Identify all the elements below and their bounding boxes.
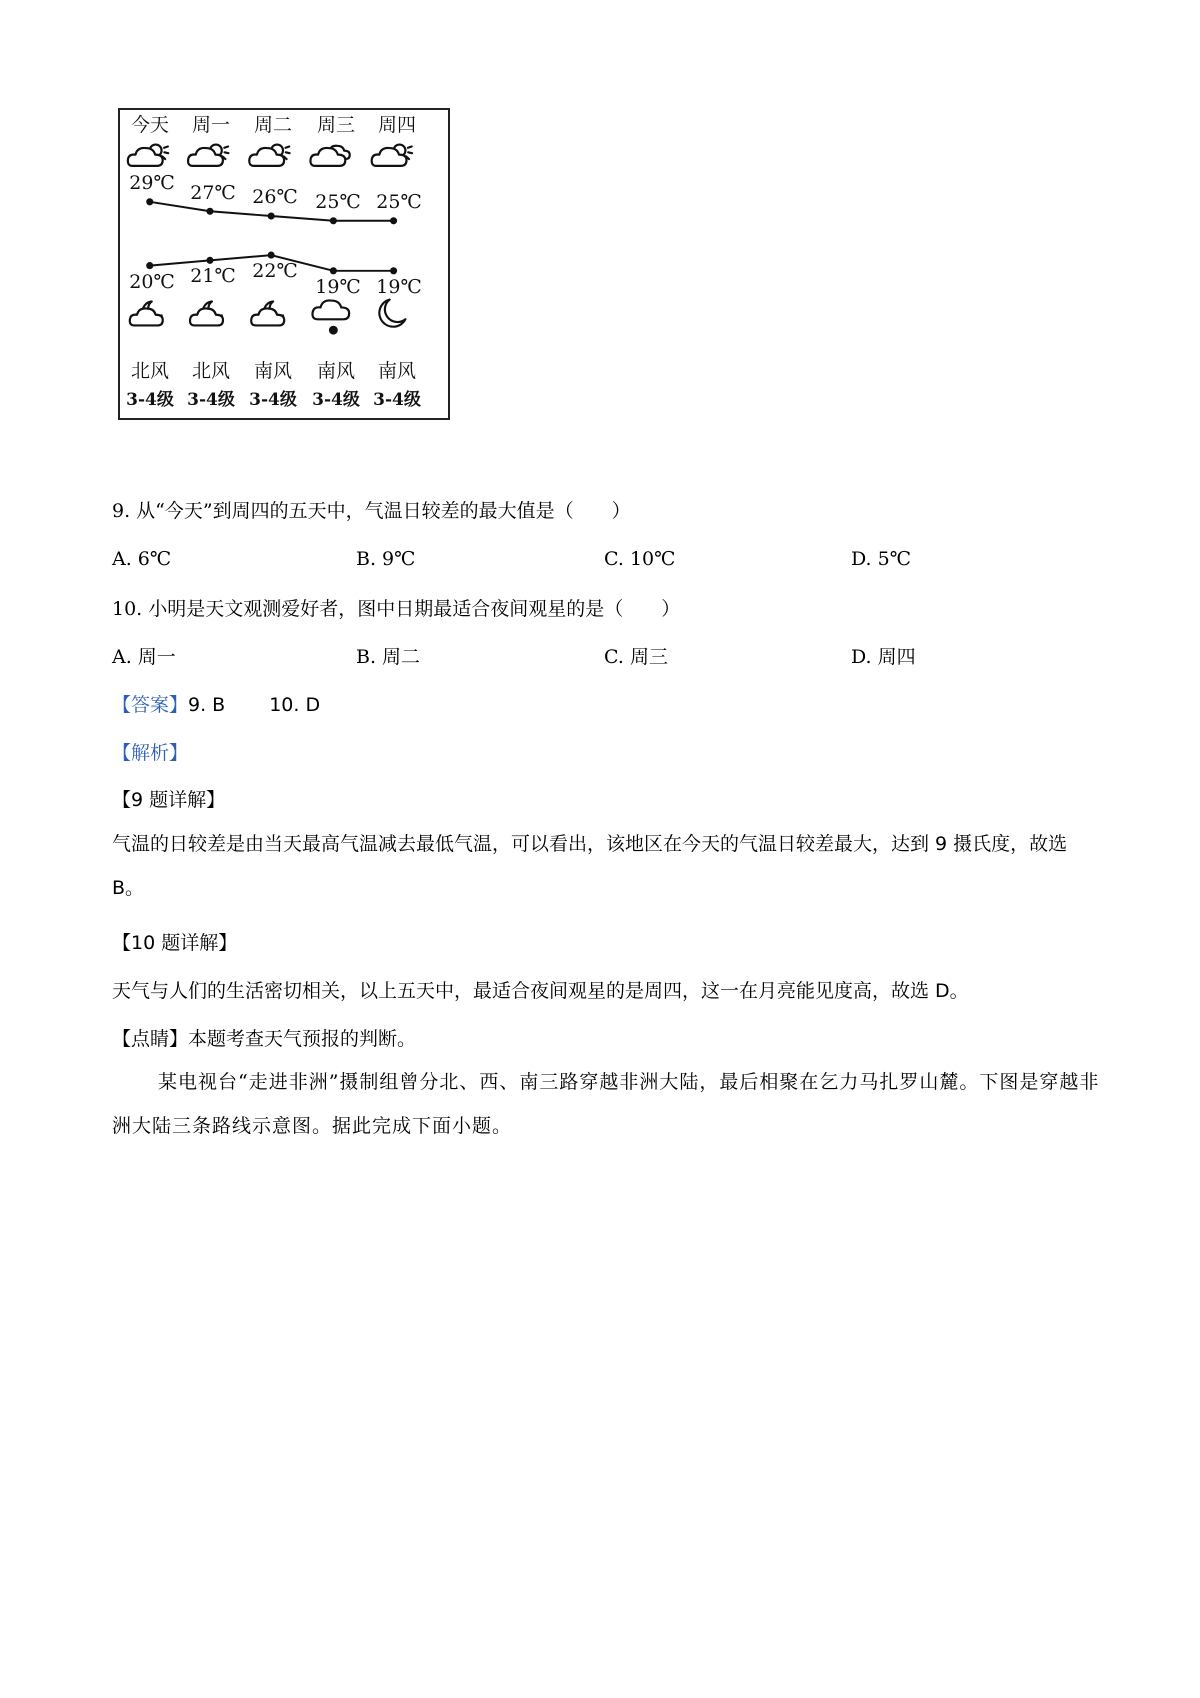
wind-level-label: 3-4级 — [126, 390, 174, 410]
wind-direction-label: 北风 — [191, 360, 230, 382]
q10-option-c: C. 周三 — [604, 646, 668, 668]
high-temp-point — [390, 217, 397, 224]
detail-10-text: 天气与人们的生活密切相关，以上五天中，最适合夜间观星的是周四，这一在月亮能见度高，故选 D。 — [112, 980, 969, 1002]
low-temp-label: 19℃ — [315, 275, 361, 298]
partly-cloudy-sun-icon — [128, 145, 168, 166]
question-9-stem: 9. 从“今天”到周四的五天中，气温日较差的最大值是（ ） — [112, 500, 631, 522]
low-temp-label: 19℃ — [376, 275, 422, 298]
low-temp-label: 20℃ — [129, 270, 175, 293]
wind-level-label: 3-4级 — [373, 390, 421, 410]
cloud-moon-icon — [190, 302, 223, 326]
low-temp-point — [330, 267, 337, 274]
wind-direction-label: 北风 — [130, 360, 169, 382]
rain-cloud-icon — [312, 300, 349, 334]
wind-level-label: 3-4级 — [312, 390, 360, 410]
low-temp-point — [146, 262, 153, 269]
high-temp-point — [206, 208, 213, 215]
day-label: 周二 — [253, 114, 292, 136]
wind-level-label: 3-4级 — [187, 390, 235, 410]
wind-direction-label: 南风 — [377, 360, 416, 382]
high-temp-label: 25℃ — [315, 191, 361, 214]
q9-option-a: A. 6℃ — [112, 548, 172, 570]
partly-cloudy-sun-icon — [372, 145, 412, 166]
detail-9-tag: 【9 题详解】 — [112, 789, 226, 811]
detail-9-text: 气温的日较差是由当天最高气温减去最低气温，可以看出，该地区在今天的气温日较差最大，达到 9 摄氏度，故选 B。 — [112, 833, 1068, 899]
answer-10: 10. D — [269, 694, 321, 716]
high-temp-label: 26℃ — [252, 186, 298, 209]
cloud-moon-icon — [251, 302, 284, 326]
high-temp-label: 29℃ — [129, 172, 175, 194]
high-temp-label: 27℃ — [190, 181, 236, 204]
q10-option-a: A. 周一 — [112, 646, 176, 668]
day-label: 今天 — [130, 114, 169, 136]
q10-option-b: B. 周二 — [356, 646, 421, 668]
analysis-tag: 【解析】 — [112, 742, 189, 764]
low-temp-label: 22℃ — [252, 260, 298, 282]
answer-9: 9. B — [188, 694, 226, 716]
day-label: 周一 — [191, 114, 230, 136]
partly-cloudy-sun-icon — [188, 145, 228, 166]
q9-option-c: C. 10℃ — [604, 548, 676, 570]
wind-direction-label: 南风 — [253, 360, 292, 382]
detail-10-tag: 【10 题详解】 — [112, 932, 238, 954]
high-temp-label: 25℃ — [376, 191, 422, 214]
high-temp-point — [330, 217, 337, 224]
comment-line: 【点睛】本题考查天气预报的判断。 — [112, 1028, 417, 1050]
wind-direction-label: 南风 — [316, 360, 355, 382]
high-temp-point — [268, 212, 275, 219]
low-temp-point — [268, 252, 275, 259]
answer-tag: 【答案】 — [112, 694, 189, 716]
wind-level-label: 3-4级 — [249, 390, 297, 410]
q9-option-b: B. 9℃ — [356, 548, 416, 570]
weather-forecast-figure — [118, 108, 450, 420]
day-label: 周四 — [377, 114, 416, 136]
cloud-moon-icon — [130, 302, 163, 326]
cloudy-icon — [310, 146, 349, 166]
low-temp-point — [206, 257, 213, 264]
intro-paragraph: 某电视台“走进非洲”摄制组曾分北、西、南三路穿越非洲大陆，最后相聚在乞力马扎罗山麓。下图是穿越非洲大陆三条路线示意图。据此完成下面小题。 — [112, 1071, 1100, 1137]
partly-cloudy-sun-icon — [249, 145, 289, 166]
q10-option-d: D. 周四 — [851, 646, 916, 668]
low-temp-point — [390, 267, 397, 274]
low-temp-label: 21℃ — [190, 265, 236, 288]
answer-line — [112, 690, 320, 717]
high-temp-point — [146, 198, 153, 205]
q9-option-d: D. 5℃ — [851, 548, 911, 570]
day-label: 周三 — [316, 114, 355, 136]
crescent-moon-icon — [379, 300, 405, 327]
question-10-stem: 10. 小明是天文观测爱好者，图中日期最适合夜间观星的是（ ） — [112, 598, 681, 620]
